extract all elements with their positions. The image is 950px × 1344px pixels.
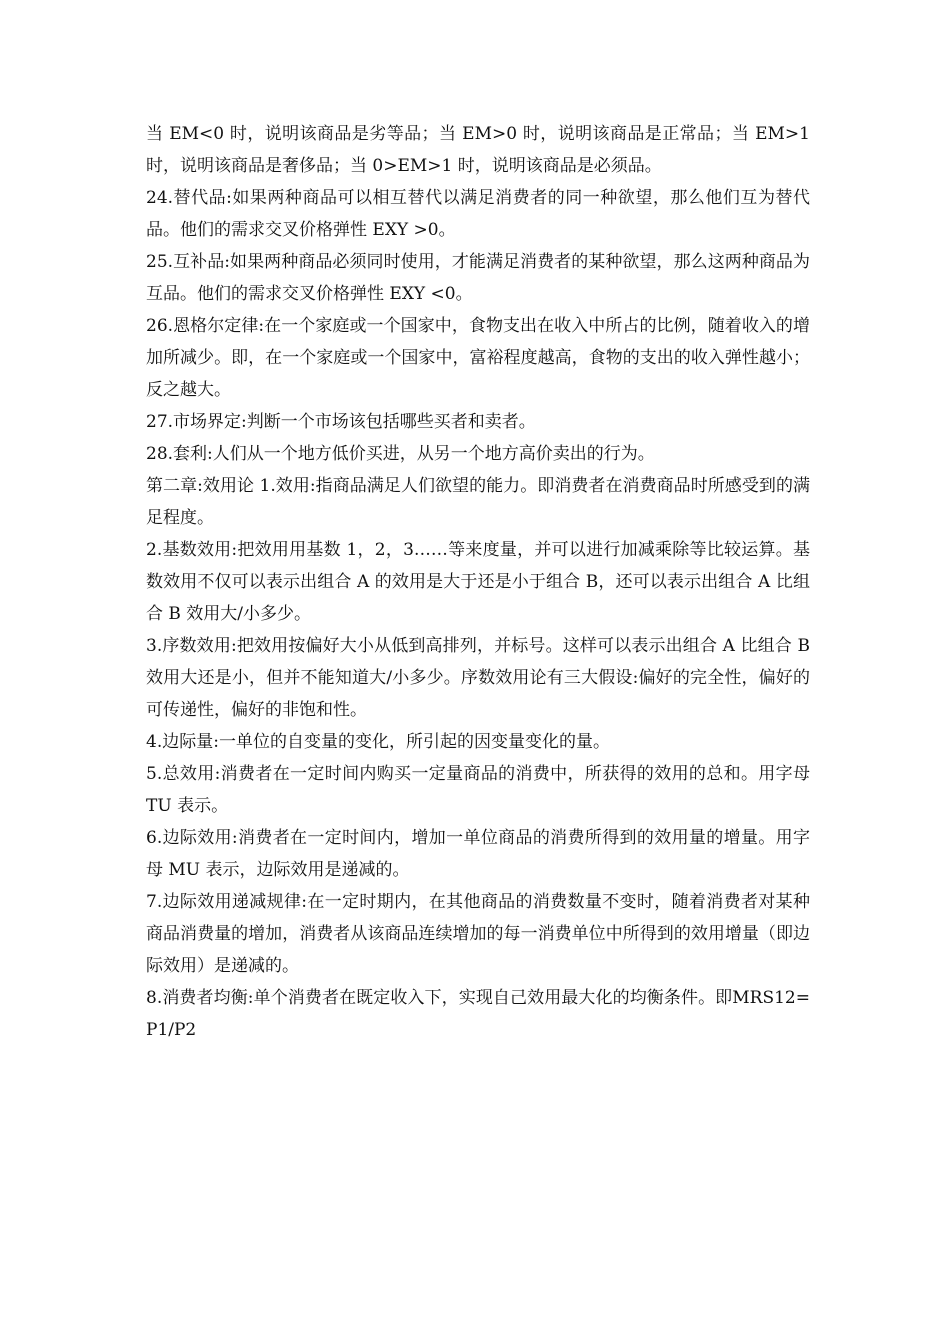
paragraph-complements: 25.互补品:如果两种商品必须同时使用，才能满足消费者的某种欲望，那么这两种商品为互品。他们的需求交叉价格弹性 EXY <0。 xyxy=(146,252,810,304)
paragraph-marginal-quantity: 4.边际量:一单位的自变量的变化，所引起的因变量变化的量。 xyxy=(146,732,610,752)
paragraph-cardinal-utility: 2.基数效用:把效用用基数 1，2，3……等来度量，并可以进行加减乘除等比较运算。基数效用不仅可以表示出组合 A 的效用是大于还是小于组合 B，还可以表示出组合 A 比组合 B 效用大/小多少。 xyxy=(146,540,810,624)
paragraph-income-elasticity: 当 EM<0 时，说明该商品是劣等品；当 EM>0 时，说明该商品是正常品；当 EM>1 时，说明该商品是奢侈品；当 0>EM>1 时，说明该商品是必须品。 xyxy=(146,124,810,176)
paragraph-total-utility: 5.总效用:消费者在一定时间内购买一定量商品的消费中，所获得的效用的总和。用字母 TU 表示。 xyxy=(146,764,810,816)
paragraph-arbitrage: 28.套利:人们从一个地方低价买进，从另一个地方高价卖出的行为。 xyxy=(146,444,655,464)
paragraph-diminishing-marginal-utility: 7.边际效用递减规律:在一定时期内，在其他商品的消费数量不变时，随着消费者对某种商品消费量的增加，消费者从该商品连续增加的每一消费单位中所得到的效用增量（即边际效用）是递减的。 xyxy=(146,892,810,976)
paragraph-substitutes: 24.替代品:如果两种商品可以相互替代以满足消费者的同一种欲望，那么他们互为替代品。他们的需求交叉价格弹性 EXY >0。 xyxy=(146,188,810,240)
paragraph-engel-law: 26.恩格尔定律:在一个家庭或一个国家中，食物支出在收入中所占的比例，随着收入的增加所减少。即，在一个家庭或一个国家中，富裕程度越高，食物的支出的收入弹性越小；反之越大。 xyxy=(146,316,810,400)
paragraph-market-definition: 27.市场界定:判断一个市场该包括哪些买者和卖者。 xyxy=(146,412,536,432)
document-page xyxy=(146,118,810,1046)
paragraph-chapter-two-utility: 第二章:效用论 1.效用:指商品满足人们欲望的能力。即消费者在消费商品时所感受到的满足程度。 xyxy=(146,476,810,528)
paragraph-marginal-utility: 6.边际效用:消费者在一定时间内，增加一单位商品的消费所得到的效用量的增量。用字母 MU 表示，边际效用是递减的。 xyxy=(146,828,810,880)
paragraph-consumer-equilibrium: 8.消费者均衡:单个消费者在既定收入下，实现自己效用最大化的均衡条件。即MRS12=P1/P2 xyxy=(146,988,810,1040)
paragraph-ordinal-utility: 3.序数效用:把效用按偏好大小从低到高排列，并标号。这样可以表示出组合 A 比组合 B 效用大还是小，但并不能知道大/小多少。序数效用论有三大假设:偏好的完全性，偏好的可传递性，偏好的非饱和性。 xyxy=(146,636,810,720)
